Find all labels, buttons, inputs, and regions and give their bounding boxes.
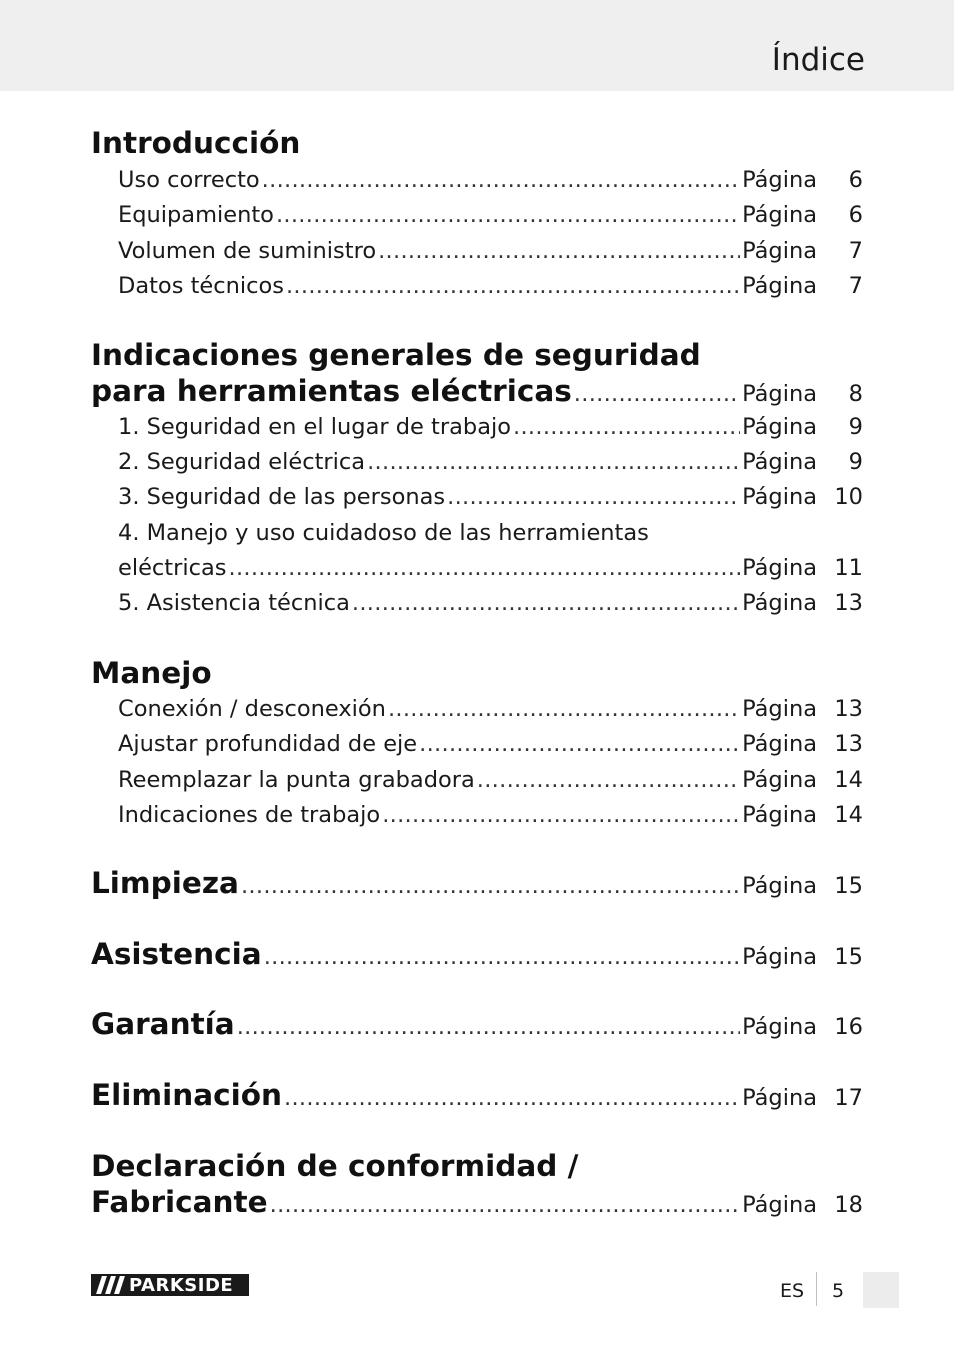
section-heading-seguridad: Indicaciones generales de seguridad — [91, 338, 701, 372]
page-number: 6 — [848, 202, 863, 228]
toc-entry-title: Conexión / desconexión — [118, 696, 386, 722]
page-number: 18 — [834, 1192, 863, 1218]
toc-entry-main[interactable] — [91, 937, 863, 971]
dot-leader — [286, 273, 740, 299]
toc-entry-main[interactable] — [91, 866, 863, 900]
dot-leader — [284, 1085, 740, 1111]
page-label: Página — [742, 1085, 817, 1111]
dot-leader — [574, 381, 740, 407]
page-number: 6 — [848, 167, 863, 193]
page-label: Página — [742, 555, 817, 581]
toc-entry-main[interactable] — [91, 1185, 863, 1219]
brand-name: PARKSIDE — [129, 1274, 234, 1296]
section-heading-limpieza: Limpieza — [91, 866, 239, 900]
dot-leader — [367, 449, 740, 475]
section-heading-introduccion: Introducción — [91, 126, 301, 160]
toc-entry-title: 5. Asistencia técnica — [118, 590, 350, 616]
dot-leader — [513, 414, 740, 440]
section-heading-garantia: Garantía — [91, 1007, 235, 1041]
toc-entry[interactable] — [118, 590, 863, 620]
page-label: Página — [742, 767, 817, 793]
dot-leader — [447, 484, 740, 510]
section-heading-declaracion: Declaración de conformidad / — [91, 1149, 579, 1183]
toc-entry-title: Reemplazar la punta grabadora — [118, 767, 475, 793]
dot-leader — [270, 1192, 740, 1218]
footer-tab-marker — [863, 1272, 899, 1308]
page-label: Página — [742, 944, 817, 970]
page-number: 9 — [848, 414, 863, 440]
toc-entry-title: Uso correcto — [118, 167, 260, 193]
footer-divider — [816, 1272, 817, 1306]
page-number: 9 — [848, 449, 863, 475]
page-number: 16 — [834, 1014, 863, 1040]
dot-leader — [229, 555, 741, 581]
section-heading-asistencia: Asistencia — [91, 937, 262, 971]
page-label: Página — [742, 238, 817, 264]
dot-leader — [378, 238, 740, 264]
page-label: Página — [742, 1014, 817, 1040]
toc-entry[interactable] — [118, 555, 863, 585]
toc-entry-main[interactable] — [91, 1078, 863, 1112]
page-label: Página — [742, 590, 817, 616]
toc-entry-title: 1. Seguridad en el lugar de trabajo — [118, 414, 512, 440]
page-number: 13 — [834, 696, 863, 722]
dot-leader — [477, 767, 740, 793]
toc-entry[interactable] — [118, 414, 863, 444]
toc-entry-title: 2. Seguridad eléctrica — [118, 449, 366, 475]
page-label: Página — [742, 484, 817, 510]
page-label: Página — [742, 873, 817, 899]
page-number: 15 — [834, 944, 863, 970]
page-label: Página — [742, 414, 817, 440]
page-number: 7 — [848, 273, 863, 299]
toc-entry-title: eléctricas — [118, 555, 227, 581]
dot-leader — [388, 696, 740, 722]
dot-leader — [419, 731, 740, 757]
page-label: Página — [742, 167, 817, 193]
page-number: 11 — [834, 555, 863, 581]
page-title: Índice — [771, 42, 865, 78]
page-label: Página — [742, 202, 817, 228]
toc-entry[interactable] — [118, 449, 863, 479]
section-heading-manejo: Manejo — [91, 656, 212, 690]
toc-entry[interactable] — [118, 731, 863, 761]
toc-entry-title: Volumen de suministro — [118, 238, 377, 264]
page-label: Página — [742, 731, 817, 757]
page-label: Página — [742, 696, 817, 722]
page-label: Página — [742, 802, 817, 828]
language-code: ES — [780, 1280, 805, 1302]
page-number: 8 — [848, 381, 863, 407]
toc-entry-title: Datos técnicos — [118, 273, 284, 299]
dot-leader — [352, 590, 740, 616]
dot-leader — [237, 1014, 740, 1040]
page-number: 13 — [834, 731, 863, 757]
dot-leader — [276, 202, 740, 228]
section-heading-declaracion-line2: Fabricante — [91, 1185, 268, 1219]
section-heading-seguridad-line2: para herramientas eléctricas — [91, 374, 572, 408]
dot-leader — [264, 944, 740, 970]
toc-entry[interactable] — [118, 696, 863, 726]
toc-entry[interactable] — [118, 273, 863, 303]
toc-entry-title: Equipamiento — [118, 202, 274, 228]
toc-entry[interactable] — [118, 484, 863, 514]
toc-entry-title: Indicaciones de trabajo — [118, 802, 381, 828]
page-label: Página — [742, 1192, 817, 1218]
dot-leader — [262, 167, 740, 193]
page-number-footer: 5 — [832, 1280, 845, 1302]
page-number: 13 — [834, 590, 863, 616]
page-number: 7 — [848, 238, 863, 264]
dot-leader — [382, 802, 740, 828]
logo-stripes-icon — [91, 1274, 129, 1296]
page-label: Página — [742, 449, 817, 475]
toc-entry-main[interactable] — [91, 374, 863, 408]
toc-entry-title-line1: 4. Manejo y uso cuidadoso de las herramientas — [118, 520, 649, 546]
toc-entry[interactable] — [118, 238, 863, 268]
page-label: Página — [742, 273, 817, 299]
toc-entry[interactable] — [118, 767, 863, 797]
toc-entry-title: Ajustar profundidad de eje — [118, 731, 418, 757]
parkside-logo — [91, 1274, 249, 1296]
toc-entry[interactable] — [118, 167, 863, 197]
page-number: 10 — [834, 484, 863, 510]
toc-entry[interactable] — [118, 802, 863, 832]
page-number: 14 — [834, 802, 863, 828]
section-heading-eliminacion: Eliminación — [91, 1078, 283, 1112]
page-number: 17 — [834, 1085, 863, 1111]
toc-entry-title: 3. Seguridad de las personas — [118, 484, 446, 510]
page-number: 15 — [834, 873, 863, 899]
dot-leader — [241, 873, 740, 899]
toc-entry-main[interactable] — [91, 1007, 863, 1041]
page-label: Página — [742, 381, 817, 407]
toc-entry[interactable] — [118, 202, 863, 232]
page-number: 14 — [834, 767, 863, 793]
